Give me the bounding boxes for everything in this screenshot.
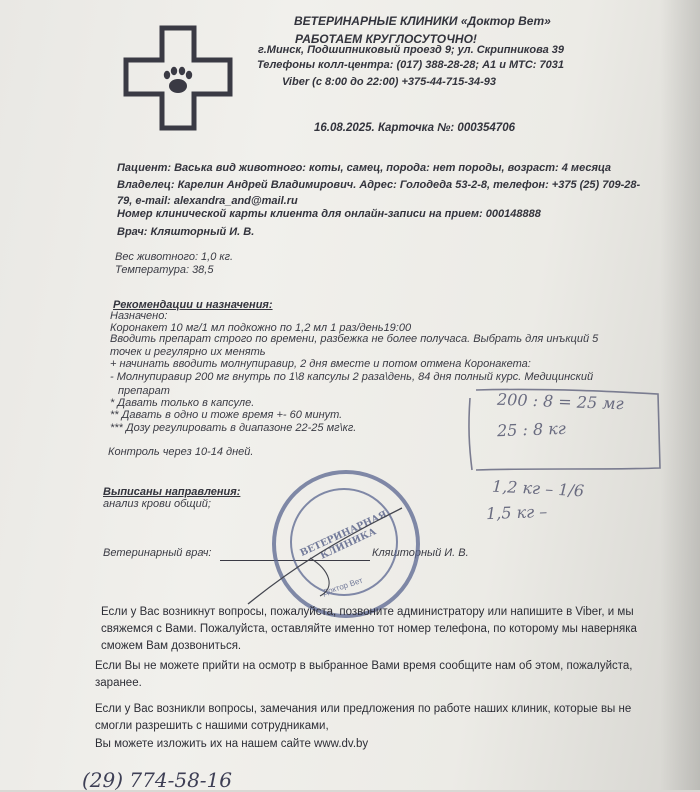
rec-line: Вводить препарат строго по времени, разбежка не более получаса. Выбрать для инъкций 5 <box>110 333 599 345</box>
rec-line: *** Дозу регулировать в диапазоне 22-25 мг\кг. <box>110 422 357 434</box>
clinic-phones: Телефоны колл-центра: (017) 388-28-28; А1 и МТС: 7031 <box>257 59 564 71</box>
control-note: Контроль через 10-14 дней. <box>108 446 254 458</box>
clinic-hours: РАБОТАЕМ КРУГЛОСУТОЧНО! <box>295 32 477 46</box>
doctor-line: Врач: Кляшторный И. В. <box>117 226 255 238</box>
rec-line: * Давать только в капсуле. <box>110 397 255 409</box>
owner-line: Владелец: Карелин Андрей Владимирович. Адрес: Голодеда 53-2-8, телефон: +375 (25) 709-28- <box>117 179 641 191</box>
temperature: Температура: 38,5 <box>115 264 214 276</box>
handwritten-phone: (29) 774-58-16 <box>82 768 232 792</box>
clinic-address: г.Минск, Подшипниковый проезд 9; ул. Скрипникова 39 <box>258 44 564 56</box>
card-title: 16.08.2025. Карточка №: 000354706 <box>314 122 515 134</box>
referral-item: анализ крови общий; <box>103 498 211 510</box>
handwritten-weight-2: 1,5 кг – <box>485 501 548 524</box>
page-edge-shadow <box>660 0 700 790</box>
signature-scribble <box>240 500 410 610</box>
weight: Вес животного: 1,0 кг. <box>115 251 234 263</box>
owner-email: 79, e-mail: alexandra_and@mail.ru <box>117 195 298 207</box>
patient-line: Пациент: Васька вид животного: коты, самец, порода: нет породы, возраст: 4 месяца <box>117 162 611 174</box>
rec-line: ** Давать в одно и тоже время +- 60 минут. <box>110 409 343 421</box>
rec-line: - Молнупиравир 200 мг внутрь по 1\8 капсулы 2 раза\день, 84 дня полный курс. Медицинский <box>110 371 594 383</box>
clinic-viber: Viber (с 8:00 до 22:00) +375-44-715-34-93 <box>282 76 496 88</box>
handwritten-per-kg: 25 : 8 кг <box>496 418 567 441</box>
footer-website[interactable]: Вы можете изложить их на нашем сайте www.dv.by <box>95 738 369 750</box>
rec-line: Коронакет 10 мг/1 мл подкожно по 1,2 мл 1 раз/день19:00 <box>110 322 412 334</box>
handwritten-dose: 200 : 8 = 25 мг <box>496 389 624 414</box>
clinic-name: ВЕТЕРИНАРНЫЕ КЛИНИКИ «Доктор Вет» <box>294 14 551 28</box>
client-card-number: Номер клинической карты клиента для онлайн-записи на прием: 000148888 <box>117 208 541 220</box>
clinic-logo <box>118 24 238 132</box>
handwritten-weight: 1,2 кг – 1/6 <box>491 476 585 501</box>
recommendations-heading: Рекомендации и назначения: <box>113 299 273 311</box>
stamp-text: ВЕТЕРИНАРНАЯ КЛИНИКА <box>298 509 389 562</box>
footer-feedback-paragraph: Если у Вас возникли вопросы, замечания или предложения по работе наших клиник, которые вы не смогли разрешить с нашими сотрудниками, <box>95 703 632 732</box>
footer-contact-paragraph: Если у Вас возникнут вопросы, пожалуйста, позвоните администратору или напишите в Viber, и мы свяжемся с Вами. Пожалуйста, оставляйте именно тот номер телефона, по которому мы наверняка сможем Вам дозвониться. <box>101 606 637 652</box>
referrals-heading: Выписаны направления: <box>103 486 241 498</box>
vet-signature-label: Ветеринарный врач: <box>103 547 212 559</box>
rec-line: Назначено: <box>110 310 168 322</box>
vet-signature-name: Кляшторный И. В. <box>372 547 469 559</box>
rec-line: препарат <box>118 385 170 397</box>
paw-icon <box>164 67 192 93</box>
stamp-text-bottom: Доктор Вет <box>321 575 364 598</box>
footer-appointment-paragraph: Если Вы не можете прийти на осмотр в выбранное Вами время сообщите нам об этом, пожалуйста, заранее. <box>95 660 633 689</box>
rec-line: точек и регулярно их менять <box>110 346 266 358</box>
rec-line: + начинать вводить молнупиравир, 2 дня вместе и потом отмена Коронакета: <box>110 358 531 370</box>
